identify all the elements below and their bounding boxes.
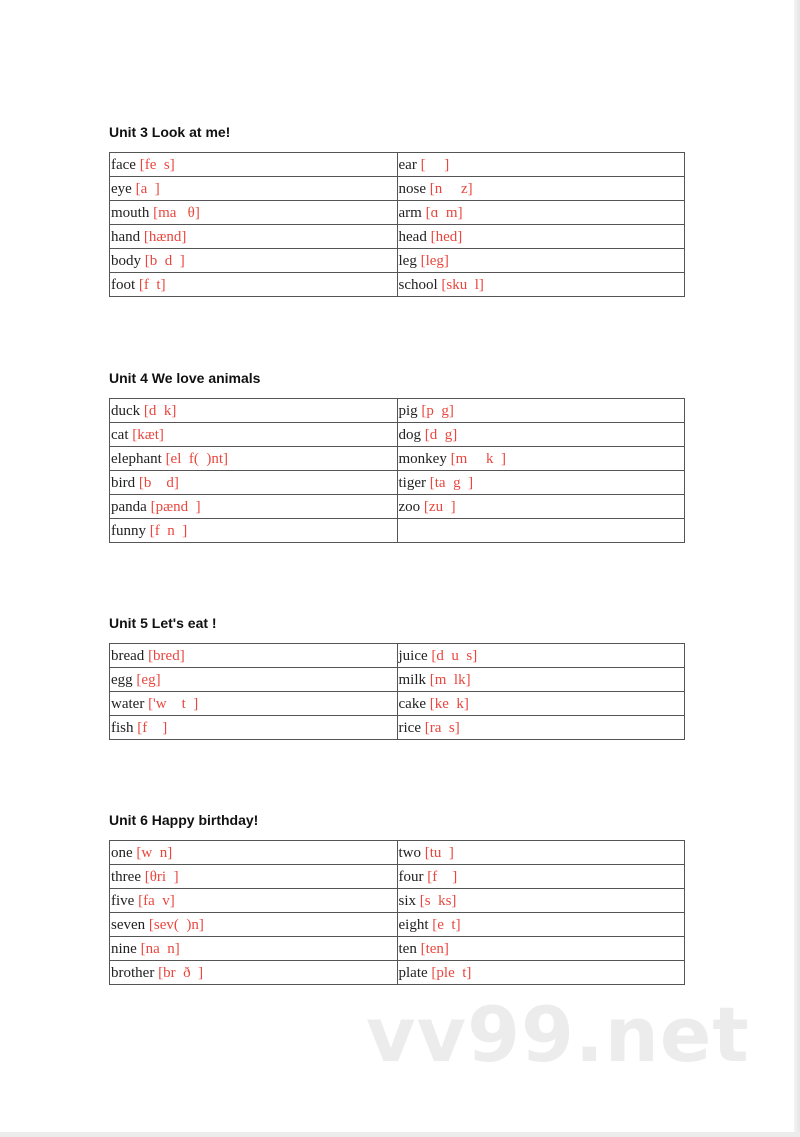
vocab-word: six [398,892,417,909]
phonetic-transcription: [ma θ] [153,204,200,221]
table-row [110,423,685,447]
vocab-cell [397,961,685,985]
vocab-word: bread [111,647,145,664]
vocab-word: milk [398,671,427,688]
phonetic-transcription: [a ] [135,180,160,197]
table-row [110,225,685,249]
vocab-cell [110,644,398,668]
vocab-word: foot [111,276,136,293]
phonetic-transcription: ['w t ] [148,695,199,712]
phonetic-transcription: [w n] [136,844,173,861]
vocab-cell [397,913,685,937]
vocab-cell [397,225,685,249]
vocab-cell [110,889,398,913]
phonetic-transcription: [p g] [421,402,454,419]
vocab-word: school [398,276,438,293]
phonetic-transcription: [ɑ m] [425,204,463,221]
vocab-cell [110,913,398,937]
vocab-word: ten [398,940,417,957]
vocab-word: leg [398,252,417,269]
vocab-cell [110,937,398,961]
phonetic-transcription: [kæt] [132,426,164,443]
phonetic-transcription: [el f( )nt] [165,450,229,467]
vocab-cell [110,519,398,543]
phonetic-transcription: [f ] [427,868,458,885]
unit-section [109,810,685,985]
vocab-word: four [398,868,424,885]
vocab-cell [110,399,398,423]
table-row [110,961,685,985]
phonetic-transcription: [e t] [432,916,461,933]
vocab-cell [110,865,398,889]
vocab-cell [397,153,685,177]
table-row [110,177,685,201]
vocab-word: cake [398,695,426,712]
phonetic-transcription: [d k] [143,402,177,419]
vocab-word: ear [398,156,417,173]
phonetic-transcription: [b d ] [144,252,185,269]
phonetic-transcription: [tu ] [424,844,454,861]
vocab-cell [397,495,685,519]
vocab-word: pig [398,402,418,419]
phonetic-transcription: [sev( )n] [148,916,204,933]
vocab-word: arm [398,204,422,221]
vocab-word: fish [111,719,134,736]
phonetic-transcription: [pænd ] [150,498,201,515]
phonetic-transcription: [s ks] [419,892,457,909]
phonetic-transcription: [sku l] [441,276,484,293]
unit-section [109,613,685,740]
vocab-cell [397,668,685,692]
phonetic-transcription: [b d] [138,474,179,491]
phonetic-transcription: [hænd] [143,228,187,245]
vocab-cell [110,177,398,201]
vocab-word: tiger [398,474,426,491]
vocab-cell [397,889,685,913]
table-row [110,249,685,273]
vocab-word: rice [398,719,421,736]
unit-title: Unit 5 Let's eat ! [109,615,217,631]
vocab-word: juice [398,647,428,664]
page-edge-shadow [794,0,800,1137]
vocab-cell [110,495,398,519]
vocab-cell [397,519,685,543]
vocab-word: zoo [398,498,421,515]
phonetic-transcription: [ple t] [431,964,472,981]
phonetic-transcription: [fe s] [139,156,175,173]
vocab-word: plate [398,964,428,981]
vocab-word: body [111,252,141,269]
phonetic-transcription: [d g] [424,426,458,443]
vocab-word: funny [111,522,146,539]
vocab-word: five [111,892,135,909]
vocab-cell [110,423,398,447]
phonetic-transcription: [ra s] [424,719,460,736]
phonetic-transcription: [ta g ] [429,474,474,491]
vocab-word: hand [111,228,141,245]
vocab-cell [397,249,685,273]
vocab-word: nose [398,180,426,197]
phonetic-transcription: [br ð ] [158,964,204,981]
table-row [110,716,685,740]
vocab-cell [110,201,398,225]
vocab-word: cat [111,426,129,443]
phonetic-transcription: [ ] [420,156,450,173]
vocab-word: duck [111,402,141,419]
table-row [110,841,685,865]
vocab-cell [397,447,685,471]
vocab-word: head [398,228,427,245]
table-row [110,644,685,668]
phonetic-transcription: [m lk] [429,671,471,688]
phonetic-transcription: [f ] [137,719,168,736]
vocab-cell [110,225,398,249]
table-row [110,153,685,177]
phonetic-transcription: [f t] [138,276,166,293]
unit-section [109,368,685,543]
vocab-word: mouth [111,204,150,221]
vocab-word: eight [398,916,429,933]
vocab-cell [397,841,685,865]
table-row [110,937,685,961]
vocab-cell [110,447,398,471]
vocab-word: three [111,868,141,885]
vocab-cell [397,692,685,716]
vocab-cell [397,399,685,423]
table-row [110,471,685,495]
table-row [110,519,685,543]
table-row [110,273,685,297]
vocab-cell [397,273,685,297]
phonetic-transcription: [f n ] [149,522,188,539]
vocab-cell [110,716,398,740]
phonetic-transcription: [m k ] [450,450,506,467]
vocab-word: brother [111,964,155,981]
phonetic-transcription: [zu ] [423,498,456,515]
table-row [110,692,685,716]
table-row [110,889,685,913]
vocab-word: two [398,844,421,861]
phonetic-transcription: [d u s] [431,647,478,664]
table-row [110,913,685,937]
vocab-word: egg [111,671,133,688]
vocab-word: face [111,156,136,173]
vocab-word: dog [398,426,421,443]
vocab-word: water [111,695,145,712]
vocab-cell [110,249,398,273]
vocab-word: bird [111,474,136,491]
table-row [110,201,685,225]
vocab-cell [397,937,685,961]
vocab-cell [397,471,685,495]
unit-section [109,122,685,297]
phonetic-transcription: [θri ] [144,868,179,885]
vocab-word: panda [111,498,147,515]
vocab-word: eye [111,180,132,197]
unit-title: Unit 3 Look at me! [109,124,231,140]
vocab-cell [110,692,398,716]
table-row [110,399,685,423]
unit-title: Unit 6 Happy birthday! [109,812,259,828]
vocab-word: one [111,844,133,861]
vocab-cell [110,471,398,495]
phonetic-transcription: [eg] [136,671,161,688]
table-row [110,495,685,519]
vocab-word: seven [111,916,146,933]
vocab-cell [397,865,685,889]
vocab-cell [397,644,685,668]
vocab-cell [397,423,685,447]
vocab-cell [397,177,685,201]
vocab-table [109,643,685,740]
vocab-word: monkey [398,450,447,467]
vocab-cell [110,841,398,865]
vocab-table [109,840,685,985]
phonetic-transcription: [leg] [420,252,449,269]
vocab-cell [397,201,685,225]
phonetic-transcription: [ke k] [429,695,469,712]
phonetic-transcription: [fa v] [138,892,175,909]
phonetic-transcription: [na n] [140,940,180,957]
phonetic-transcription: [n z] [429,180,473,197]
vocab-cell [110,153,398,177]
vocab-cell [397,716,685,740]
vocab-word: elephant [111,450,162,467]
phonetic-transcription: [ten] [420,940,449,957]
table-row [110,447,685,471]
vocab-cell [110,668,398,692]
table-row [110,865,685,889]
vocab-table [109,152,685,297]
vocab-cell [110,961,398,985]
watermark: vv99.net [366,990,750,1079]
phonetic-transcription: [bred] [148,647,185,664]
vocab-table [109,398,685,543]
page-bottom-edge [0,1132,800,1137]
vocab-cell [110,273,398,297]
vocab-word: nine [111,940,137,957]
table-row [110,668,685,692]
phonetic-transcription: [hed] [430,228,463,245]
unit-title: Unit 4 We love animals [109,370,261,386]
